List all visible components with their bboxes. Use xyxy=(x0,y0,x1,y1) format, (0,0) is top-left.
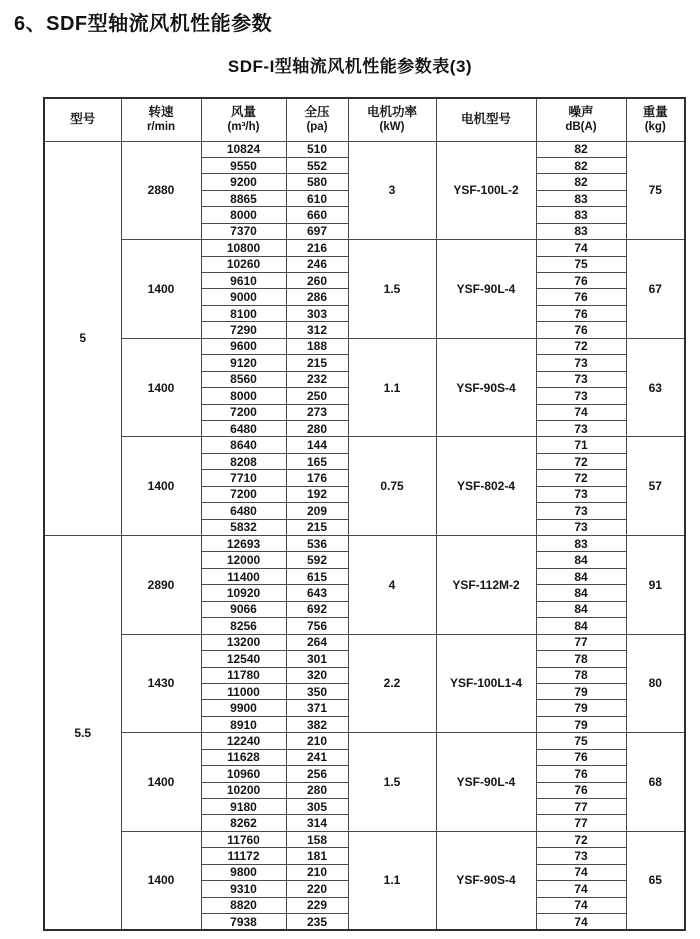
airflow-cell: 7290 xyxy=(201,322,286,338)
noise-cell: 77 xyxy=(536,634,626,650)
noise-cell: 76 xyxy=(536,766,626,782)
power-cell: 1.5 xyxy=(348,733,436,832)
pressure-cell: 188 xyxy=(286,338,348,354)
pressure-cell: 510 xyxy=(286,141,348,157)
airflow-cell: 6480 xyxy=(201,503,286,519)
pressure-cell: 280 xyxy=(286,782,348,798)
noise-cell: 73 xyxy=(536,371,626,387)
motor-cell: YSF-90S-4 xyxy=(436,831,536,930)
airflow-cell: 9180 xyxy=(201,799,286,815)
power-cell: 1.1 xyxy=(348,338,436,437)
noise-cell: 71 xyxy=(536,437,626,453)
pressure-cell: 210 xyxy=(286,733,348,749)
motor-cell: YSF-112M-2 xyxy=(436,536,536,635)
airflow-cell: 12540 xyxy=(201,651,286,667)
table-header-row xyxy=(44,98,685,141)
noise-cell: 76 xyxy=(536,782,626,798)
table-title: SDF-I型轴流风机性能参数表(3) xyxy=(227,57,473,76)
pressure-cell: 303 xyxy=(286,305,348,321)
noise-cell: 82 xyxy=(536,141,626,157)
weight-cell: 65 xyxy=(626,831,685,930)
table-row xyxy=(44,240,685,256)
header-model-label: 型号 xyxy=(70,111,96,126)
pressure-cell: 382 xyxy=(286,716,348,732)
airflow-cell: 12693 xyxy=(201,536,286,552)
noise-cell: 74 xyxy=(536,240,626,256)
noise-cell: 84 xyxy=(536,552,626,568)
noise-cell: 74 xyxy=(536,914,626,930)
airflow-cell: 9200 xyxy=(201,174,286,190)
table-row xyxy=(44,338,685,354)
pressure-cell: 260 xyxy=(286,273,348,289)
airflow-cell: 8910 xyxy=(201,716,286,732)
noise-cell: 78 xyxy=(536,667,626,683)
pressure-cell: 209 xyxy=(286,503,348,519)
speed-cell: 1400 xyxy=(121,437,201,536)
noise-cell: 83 xyxy=(536,536,626,552)
motor-cell: YSF-90L-4 xyxy=(436,240,536,339)
airflow-cell: 5832 xyxy=(201,519,286,535)
airflow-cell: 8256 xyxy=(201,618,286,634)
weight-cell: 75 xyxy=(626,141,685,240)
pressure-cell: 692 xyxy=(286,601,348,617)
noise-cell: 76 xyxy=(536,273,626,289)
page-title: 6、SDF型轴流风机性能参数 xyxy=(14,13,273,35)
airflow-cell: 10960 xyxy=(201,766,286,782)
header-noise-label: 噪声 xyxy=(568,104,594,119)
airflow-cell: 9310 xyxy=(201,881,286,897)
table-header xyxy=(44,98,685,141)
noise-cell: 76 xyxy=(536,322,626,338)
pressure-cell: 280 xyxy=(286,420,348,436)
table-row xyxy=(44,437,685,453)
weight-cell: 57 xyxy=(626,437,685,536)
speed-cell: 1430 xyxy=(121,634,201,733)
noise-cell: 76 xyxy=(536,749,626,765)
airflow-cell: 10800 xyxy=(201,240,286,256)
header-noise-unit: dB(A) xyxy=(565,121,597,134)
airflow-cell: 9550 xyxy=(201,157,286,173)
airflow-cell: 12240 xyxy=(201,733,286,749)
noise-cell: 73 xyxy=(536,420,626,436)
airflow-cell: 9000 xyxy=(201,289,286,305)
noise-cell: 72 xyxy=(536,470,626,486)
weight-cell: 68 xyxy=(626,733,685,832)
header-airflow-unit: (m³/h) xyxy=(227,121,260,134)
speed-cell: 1400 xyxy=(121,831,201,930)
pressure-cell: 273 xyxy=(286,404,348,420)
header-airflow-label: 风量 xyxy=(230,104,256,119)
speed-cell: 2880 xyxy=(121,141,201,240)
airflow-cell: 7200 xyxy=(201,486,286,502)
airflow-cell: 8640 xyxy=(201,437,286,453)
motor-cell: YSF-90L-4 xyxy=(436,733,536,832)
header-speed-unit: r/min xyxy=(146,121,176,134)
header-weight-unit: (kg) xyxy=(644,121,666,134)
airflow-cell: 9900 xyxy=(201,700,286,716)
header-motor xyxy=(436,98,536,141)
noise-cell: 77 xyxy=(536,799,626,815)
noise-cell: 84 xyxy=(536,601,626,617)
speed-cell: 1400 xyxy=(121,733,201,832)
speed-cell: 1400 xyxy=(121,240,201,339)
weight-cell: 63 xyxy=(626,338,685,437)
noise-cell: 73 xyxy=(536,355,626,371)
noise-cell: 73 xyxy=(536,503,626,519)
pressure-cell: 250 xyxy=(286,388,348,404)
pressure-cell: 660 xyxy=(286,207,348,223)
pressure-cell: 235 xyxy=(286,914,348,930)
airflow-cell: 11172 xyxy=(201,848,286,864)
pressure-cell: 580 xyxy=(286,174,348,190)
airflow-cell: 8000 xyxy=(201,207,286,223)
header-weight xyxy=(626,98,685,141)
pressure-cell: 256 xyxy=(286,766,348,782)
noise-cell: 84 xyxy=(536,618,626,634)
airflow-cell: 9610 xyxy=(201,273,286,289)
airflow-cell: 11000 xyxy=(201,683,286,699)
table-row xyxy=(44,141,685,157)
header-pressure xyxy=(286,98,348,141)
motor-cell: YSF-100L-2 xyxy=(436,141,536,240)
noise-cell: 74 xyxy=(536,881,626,897)
airflow-cell: 7938 xyxy=(201,914,286,930)
airflow-cell: 8865 xyxy=(201,190,286,206)
table-row xyxy=(44,536,685,552)
header-speed xyxy=(121,98,201,141)
table-row xyxy=(44,634,685,650)
header-model xyxy=(44,98,121,141)
header-power-unit: (kW) xyxy=(379,121,405,134)
pressure-cell: 158 xyxy=(286,831,348,847)
power-cell: 1.1 xyxy=(348,831,436,930)
noise-cell: 74 xyxy=(536,864,626,880)
speed-cell: 1400 xyxy=(121,338,201,437)
pressure-cell: 176 xyxy=(286,470,348,486)
pressure-cell: 220 xyxy=(286,881,348,897)
header-pressure-label: 全压 xyxy=(304,104,330,119)
airflow-cell: 11628 xyxy=(201,749,286,765)
airflow-cell: 9066 xyxy=(201,601,286,617)
pressure-cell: 301 xyxy=(286,651,348,667)
power-cell: 1.5 xyxy=(348,240,436,339)
model-cell: 5 xyxy=(44,141,121,536)
airflow-cell: 9120 xyxy=(201,355,286,371)
pressure-cell: 246 xyxy=(286,256,348,272)
airflow-cell: 10920 xyxy=(201,585,286,601)
airflow-cell: 11780 xyxy=(201,667,286,683)
speed-cell: 2890 xyxy=(121,536,201,635)
noise-cell: 79 xyxy=(536,700,626,716)
header-weight-label: 重量 xyxy=(642,104,668,119)
pressure-cell: 350 xyxy=(286,683,348,699)
noise-cell: 73 xyxy=(536,388,626,404)
airflow-cell: 8100 xyxy=(201,305,286,321)
airflow-cell: 8560 xyxy=(201,371,286,387)
airflow-cell: 11760 xyxy=(201,831,286,847)
noise-cell: 77 xyxy=(536,815,626,831)
airflow-cell: 10200 xyxy=(201,782,286,798)
noise-cell: 83 xyxy=(536,207,626,223)
airflow-cell: 7710 xyxy=(201,470,286,486)
motor-cell: YSF-90S-4 xyxy=(436,338,536,437)
model-cell: 5.5 xyxy=(44,536,121,931)
noise-cell: 74 xyxy=(536,897,626,913)
noise-cell: 72 xyxy=(536,453,626,469)
airflow-cell: 8820 xyxy=(201,897,286,913)
header-speed-label: 转速 xyxy=(148,104,174,119)
noise-cell: 74 xyxy=(536,404,626,420)
noise-cell: 72 xyxy=(536,338,626,354)
pressure-cell: 181 xyxy=(286,848,348,864)
airflow-cell: 12000 xyxy=(201,552,286,568)
pressure-cell: 229 xyxy=(286,897,348,913)
pressure-cell: 165 xyxy=(286,453,348,469)
noise-cell: 83 xyxy=(536,223,626,239)
noise-cell: 78 xyxy=(536,651,626,667)
header-motor-label: 电机型号 xyxy=(460,111,511,126)
noise-cell: 84 xyxy=(536,585,626,601)
pressure-cell: 610 xyxy=(286,190,348,206)
power-cell: 2.2 xyxy=(348,634,436,733)
noise-cell: 83 xyxy=(536,190,626,206)
table-row xyxy=(44,831,685,847)
airflow-cell: 6480 xyxy=(201,420,286,436)
pressure-cell: 144 xyxy=(286,437,348,453)
header-power xyxy=(348,98,436,141)
pressure-cell: 536 xyxy=(286,536,348,552)
pressure-cell: 314 xyxy=(286,815,348,831)
noise-cell: 82 xyxy=(536,174,626,190)
pressure-cell: 215 xyxy=(286,519,348,535)
power-cell: 3 xyxy=(348,141,436,240)
pressure-cell: 592 xyxy=(286,552,348,568)
noise-cell: 72 xyxy=(536,831,626,847)
pressure-cell: 215 xyxy=(286,355,348,371)
weight-cell: 67 xyxy=(626,240,685,339)
airflow-cell: 7200 xyxy=(201,404,286,420)
noise-cell: 73 xyxy=(536,848,626,864)
performance-table xyxy=(43,97,686,931)
pressure-cell: 286 xyxy=(286,289,348,305)
pressure-cell: 232 xyxy=(286,371,348,387)
performance-table-body xyxy=(44,141,685,930)
table-row xyxy=(44,733,685,749)
pressure-cell: 264 xyxy=(286,634,348,650)
pressure-cell: 552 xyxy=(286,157,348,173)
power-cell: 0.75 xyxy=(348,437,436,536)
noise-cell: 79 xyxy=(536,716,626,732)
airflow-cell: 11400 xyxy=(201,568,286,584)
weight-cell: 80 xyxy=(626,634,685,733)
airflow-cell: 7370 xyxy=(201,223,286,239)
pressure-cell: 305 xyxy=(286,799,348,815)
pressure-cell: 312 xyxy=(286,322,348,338)
pressure-cell: 643 xyxy=(286,585,348,601)
airflow-cell: 9800 xyxy=(201,864,286,880)
header-pressure-unit: (pa) xyxy=(306,121,328,134)
noise-cell: 75 xyxy=(536,256,626,272)
airflow-cell: 10260 xyxy=(201,256,286,272)
motor-cell: YSF-100L1-4 xyxy=(436,634,536,733)
noise-cell: 73 xyxy=(536,486,626,502)
airflow-cell: 8208 xyxy=(201,453,286,469)
pressure-cell: 216 xyxy=(286,240,348,256)
noise-cell: 76 xyxy=(536,305,626,321)
header-power-label: 电机功率 xyxy=(366,104,417,119)
noise-cell: 75 xyxy=(536,733,626,749)
pressure-cell: 210 xyxy=(286,864,348,880)
noise-cell: 76 xyxy=(536,289,626,305)
airflow-cell: 13200 xyxy=(201,634,286,650)
noise-cell: 84 xyxy=(536,568,626,584)
pressure-cell: 320 xyxy=(286,667,348,683)
noise-cell: 79 xyxy=(536,683,626,699)
noise-cell: 73 xyxy=(536,519,626,535)
header-noise xyxy=(536,98,626,141)
header-airflow xyxy=(201,98,286,141)
motor-cell: YSF-802-4 xyxy=(436,437,536,536)
power-cell: 4 xyxy=(348,536,436,635)
pressure-cell: 697 xyxy=(286,223,348,239)
weight-cell: 91 xyxy=(626,536,685,635)
pressure-cell: 241 xyxy=(286,749,348,765)
noise-cell: 82 xyxy=(536,157,626,173)
pressure-cell: 756 xyxy=(286,618,348,634)
pressure-cell: 615 xyxy=(286,568,348,584)
airflow-cell: 9600 xyxy=(201,338,286,354)
pressure-cell: 371 xyxy=(286,700,348,716)
airflow-cell: 8262 xyxy=(201,815,286,831)
pressure-cell: 192 xyxy=(286,486,348,502)
airflow-cell: 10824 xyxy=(201,141,286,157)
airflow-cell: 8000 xyxy=(201,388,286,404)
